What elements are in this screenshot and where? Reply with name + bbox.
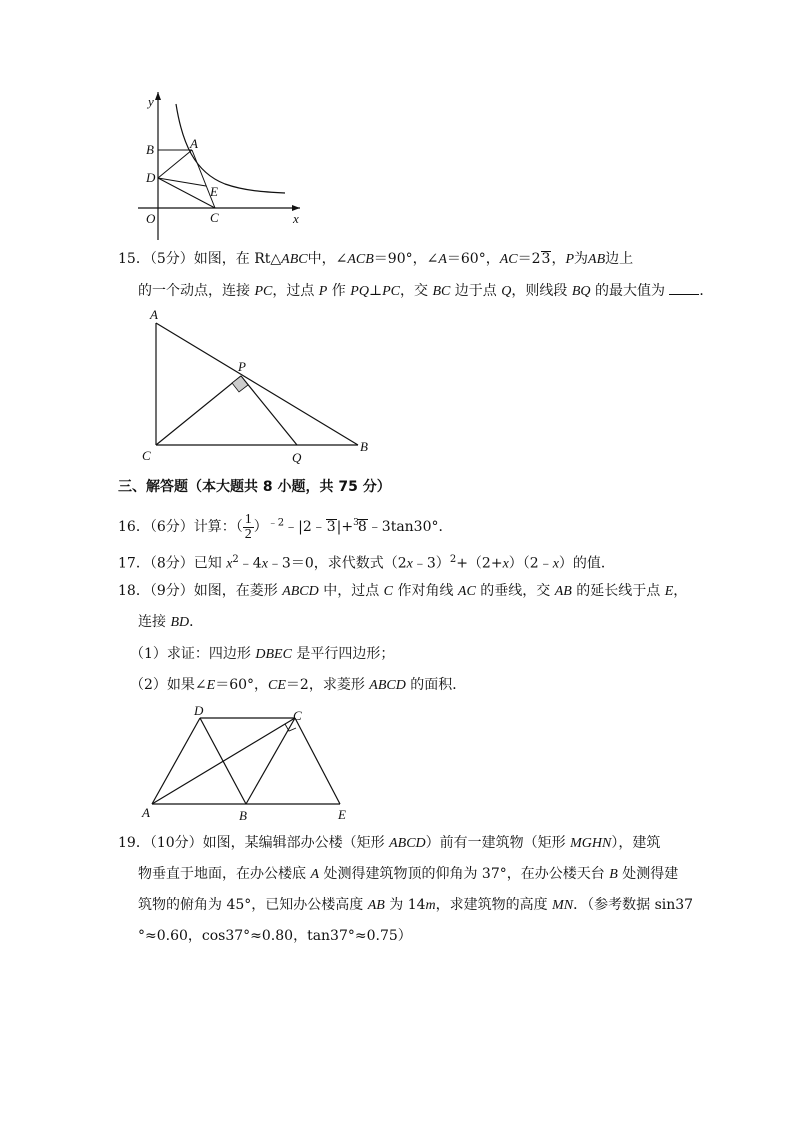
figure-q18 (140, 702, 360, 827)
triangle-figure (140, 305, 380, 465)
right-angle-mark (232, 376, 248, 392)
label-a: A (142, 805, 150, 820)
label-origin: O (146, 211, 156, 226)
segment-bc (246, 718, 295, 804)
q16-line: 16．（6分）计算：（ $\frac{1}{2}$ ）$^{﹣2}$﹣|2﹣3|+$^3$8﹣3tan30°． (118, 511, 453, 542)
label-d: D (194, 703, 204, 718)
q19-line-1: 19．（10分）如图，某编辑部办公楼（矩形 ABCD）前有一建筑物（矩形 MGHN），建筑 (118, 835, 661, 851)
segment-db (200, 718, 246, 804)
label-y: y (148, 94, 154, 109)
q19-line-4: °≈0.60，cos37°≈0.80，tan37°≈0.75） (138, 928, 412, 944)
segment-ab (156, 323, 358, 445)
label-p: P (238, 359, 246, 374)
q18-part-1: （1）求证：四边形 DBEC 是平行四边形； (130, 646, 395, 662)
fraction: $\frac{1}{2}$ (244, 511, 252, 542)
label-d: D (146, 170, 156, 185)
label-e: E (210, 184, 218, 199)
segment-ac (192, 150, 215, 208)
q18-line-1: 18．（9分）如图，在菱形 ABCD 中，过点 C 作对角线 AC 的垂线，交 AB 的延长线于点 E， (118, 583, 688, 599)
q15-line-1: 15．（5分）如图，在 Rt△ABC中，∠ACB＝90°，∠A＝60°，AC＝23，P为AB边上 (118, 251, 634, 267)
q17-line: 17．（8分）已知 $x^2﹣4x﹣3=0$，求代数式（2x﹣3）$^2$+（2+x）（2﹣x）的值． (118, 554, 615, 572)
segment-da (158, 150, 192, 178)
segment-ad (152, 718, 200, 804)
q19-line-2: 物垂直于地面，在办公楼底 A 处测得建筑物顶的仰角为 37°，在办公楼天台 B 处测得建 (138, 866, 679, 882)
label-x: x (293, 211, 299, 226)
q15-line-2: 的一个动点，连接 PC，过点 P 作 PQ⊥PC，交 BC 边于点 Q，则线段 BQ 的最大值为 ． (138, 283, 714, 299)
label-c: C (210, 210, 219, 225)
section-heading: 三、解答题（本大题共 8 小题，共 75 分） (118, 479, 391, 495)
q18-line-2: 连接 BD． (138, 614, 204, 630)
q18-part-2: （2）如果∠E＝60°，CE＝2，求菱形 ABCD 的面积． (130, 677, 467, 693)
answer-blank (669, 282, 699, 295)
segment-ce (295, 718, 340, 804)
y-axis-arrow (155, 92, 161, 100)
segment-pc (156, 376, 241, 445)
label-a: A (150, 307, 158, 322)
label-c: C (293, 708, 302, 723)
label-q: Q (292, 450, 302, 465)
q19-line-3: 筑物的俯角为 45°，已知办公楼高度 AB 为 14m，求建筑物的高度 MN．（参考数据 sin37 (138, 897, 694, 913)
figure-q15 (140, 305, 380, 465)
label-b: B (146, 142, 154, 157)
segment-pq (241, 376, 297, 445)
label-b: B (360, 439, 368, 454)
label-c: C (142, 448, 151, 463)
label-a: A (190, 136, 198, 151)
figure-q14 (130, 92, 305, 242)
coordinate-figure (130, 92, 305, 242)
label-b: B (239, 808, 247, 823)
label-e: E (338, 807, 346, 822)
rhombus-figure (140, 702, 360, 827)
